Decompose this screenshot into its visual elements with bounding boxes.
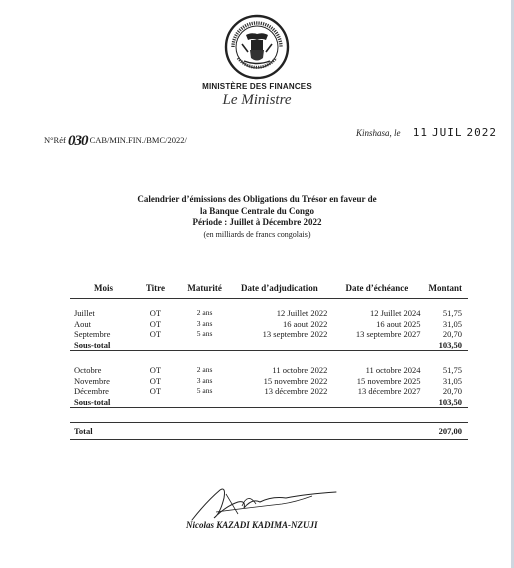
cell-titre: OT <box>149 375 162 386</box>
total-label: Total <box>70 423 133 440</box>
cell-titre: OT <box>149 329 162 339</box>
cell-montant: 20,70 <box>442 329 462 339</box>
date-stamp <box>409 126 497 139</box>
subtotal-amount: 103,50 <box>429 397 469 408</box>
cell-adjudication: 12 Juillet 2022 <box>276 308 328 318</box>
subtotal-amount: 103,50 <box>429 340 469 351</box>
cell-mois: Octobre <box>74 365 102 375</box>
header-montant: Montant <box>429 281 469 299</box>
header-adjudication: Date d’adjudication <box>231 281 333 299</box>
cell-montant: 20,70 <box>442 386 462 396</box>
cell-adjudication: 15 novembre 2022 <box>263 375 328 386</box>
cell-maturite: 3 ans <box>196 318 213 328</box>
cell-maturite: 5 ans <box>196 386 213 395</box>
table-row <box>70 386 468 397</box>
date-year: 2022 <box>466 126 498 139</box>
table-row <box>70 308 468 319</box>
title-line-2: la Banque Centrale du Congo <box>199 205 315 216</box>
cell-maturite: 5 ans <box>196 329 213 338</box>
title-line-1: Calendrier d’émissions des Obligations du Trésor en faveur de <box>137 194 377 204</box>
date-day: 11 <box>412 126 429 139</box>
table-row <box>70 319 468 330</box>
cell-montant: 51,75 <box>442 308 462 318</box>
document-title <box>0 194 514 240</box>
cell-mois: Aout <box>74 318 91 329</box>
total-row <box>70 423 468 440</box>
handwritten-signature <box>186 484 346 524</box>
header-echeance: Date d’échéance <box>333 281 428 299</box>
header-maturite: Maturité <box>178 281 232 299</box>
subtotal-label: Sous-total <box>70 397 133 408</box>
cell-echeance: 12 Juillet 2024 <box>369 308 421 318</box>
title-period: Période : Juillet à Décembre 2022 <box>192 217 322 227</box>
cell-mois: Septembre <box>74 329 111 339</box>
table-header-row <box>70 281 468 299</box>
cell-adjudication: 16 aout 2022 <box>282 318 328 329</box>
ministry-name: MINISTÈRE DES FINANCES <box>202 82 312 91</box>
header-titre: Titre <box>133 281 178 299</box>
cell-echeance: 13 décembre 2027 <box>357 386 421 396</box>
row-spacer <box>70 351 468 366</box>
header-mois: Mois <box>70 281 133 299</box>
cell-montant: 31,05 <box>442 375 462 386</box>
total-amount: 207,00 <box>429 423 469 440</box>
cell-echeance: 11 octobre 2024 <box>365 365 421 375</box>
cell-maturite: 2 ans <box>196 308 213 317</box>
reference-prefix: N°Réf <box>44 135 66 145</box>
cell-echeance: 16 aout 2025 <box>376 318 421 329</box>
row-spacer <box>70 299 468 309</box>
reference-number: 030 <box>67 133 88 149</box>
cell-mois: Novembre <box>74 375 110 386</box>
cell-montant: 31,05 <box>442 318 462 329</box>
date-place: Kinshasa, le <box>356 128 401 138</box>
table-row <box>70 329 468 340</box>
row-spacer <box>70 408 468 423</box>
subtotal-row <box>70 340 468 351</box>
cell-adjudication: 13 septembre 2022 <box>262 329 328 339</box>
minister-title: Le Ministre <box>222 92 292 108</box>
cell-montant: 51,75 <box>442 365 462 375</box>
title-unit: (en milliards de francs congolais) <box>203 229 311 239</box>
reference-code: CAB/MIN.FIN./BMC/2022/ <box>89 135 187 145</box>
cell-adjudication: 11 octobre 2022 <box>272 365 328 375</box>
coat-of-arms-seal-icon <box>224 14 290 80</box>
date-line <box>356 126 497 139</box>
cell-mois: Juillet <box>74 308 95 318</box>
cell-titre: OT <box>149 308 162 318</box>
cell-echeance: 13 septembre 2027 <box>355 329 421 339</box>
signatory-name: Nicolas KAZADI KADIMA-NZUJI <box>186 520 318 530</box>
cell-titre: OT <box>149 318 162 329</box>
cell-titre: OT <box>149 386 162 396</box>
cell-maturite: 3 ans <box>196 375 213 385</box>
issuance-calendar-table <box>70 281 468 440</box>
cell-mois: Décembre <box>74 386 109 396</box>
date-month: JUIL <box>432 126 463 139</box>
table-row <box>70 376 468 387</box>
cell-titre: OT <box>149 365 162 375</box>
subtotal-row <box>70 397 468 408</box>
table-row <box>70 365 468 376</box>
cell-maturite: 2 ans <box>196 365 213 374</box>
subtotal-label: Sous-total <box>70 340 133 351</box>
reference-line <box>44 131 187 148</box>
cell-adjudication: 13 décembre 2022 <box>264 386 328 396</box>
cell-echeance: 15 novembre 2025 <box>356 375 421 386</box>
